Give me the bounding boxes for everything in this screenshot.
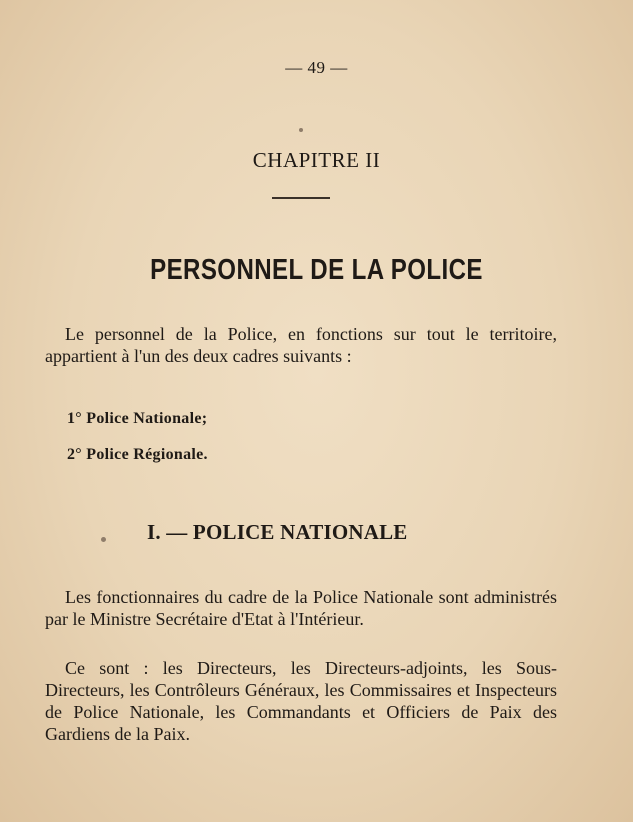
page-number: — 49 — xyxy=(285,58,348,77)
section-title: PERSONNEL DE LA POLICE xyxy=(150,254,483,286)
list-item-police-nationale: 1° Police Nationale; xyxy=(67,410,208,427)
personnel-paragraph xyxy=(45,657,557,745)
chapter-divider xyxy=(272,197,330,199)
ink-dot xyxy=(101,537,106,542)
list-item-police-regionale: 2° Police Régionale. xyxy=(67,446,208,463)
administration-paragraph xyxy=(45,586,557,630)
ink-dot xyxy=(299,128,303,132)
intro-paragraph-text: Le personnel de la Police, en fonctions sur tout le territoire, appartient à l'un des deux cadres suivants : xyxy=(45,324,557,366)
personnel-paragraph-text: Ce sont : les Directeurs, les Directeurs-adjoints, les Sous-Directeurs, les Contrôleurs Généraux, les Commissaires et Inspecteurs de Police Nationale, les Commandants et Officiers de Paix des Gardiens de la Paix. xyxy=(45,658,557,744)
intro-paragraph xyxy=(45,323,557,367)
chapter-heading: CHAPITRE II xyxy=(252,148,381,172)
subsection-title: I. — POLICE NATIONALE xyxy=(147,520,408,544)
administration-paragraph-text: Les fonctionnaires du cadre de la Police Nationale sont administrés par le Ministre Secrétaire d'Etat à l'Intérieur. xyxy=(45,587,557,629)
